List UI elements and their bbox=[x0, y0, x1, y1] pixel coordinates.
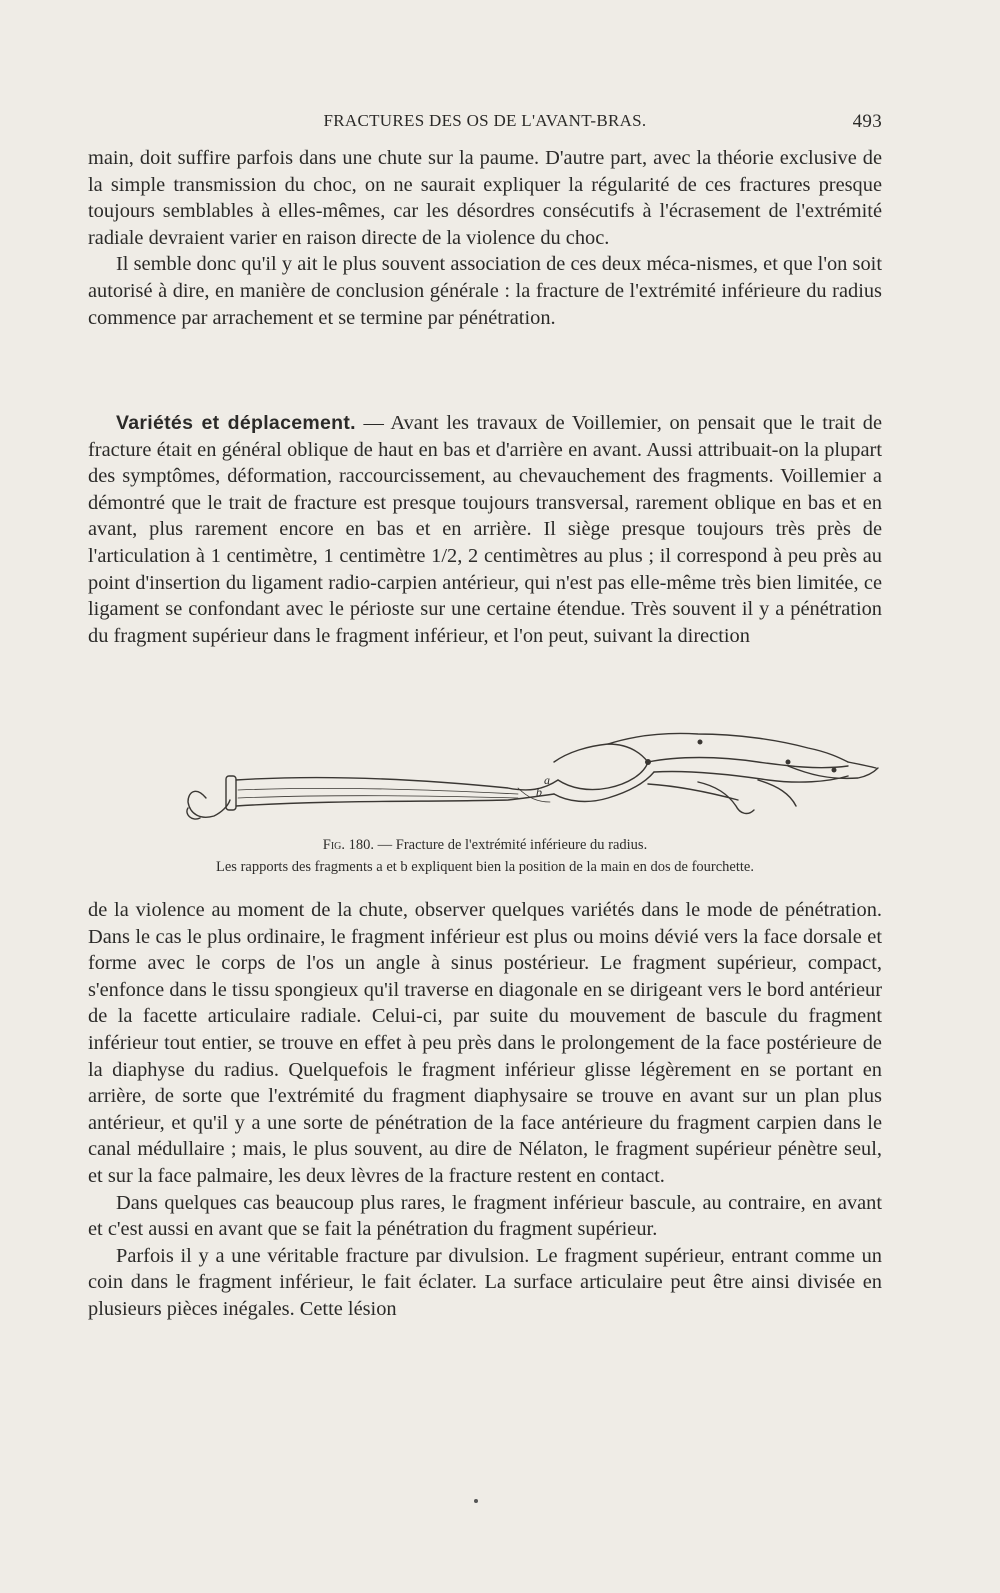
paragraph: Dans quelques cas beaucoup plus rares, le fragment inférieur bascule, au contraire, en avant et c'est aussi en avant que se fait la pénétration du fragment supérieur. bbox=[88, 1191, 882, 1241]
figure-180 bbox=[88, 722, 882, 892]
section-heading: Variétés et déplacement. bbox=[116, 412, 356, 434]
figure-caption bbox=[88, 834, 882, 878]
caption-detail: Les rapports des fragments a et b expliquent bien la position de la main en dos de fourchette. bbox=[216, 859, 754, 875]
text-block-continuation bbox=[88, 897, 882, 1323]
paragraph: de la violence au moment de la chute, observer quelques variétés dans le mode de pénétration. Dans le cas le plus ordinaire, le fragment inférieur est plus ou moins dévié vers la face dorsale et forme avec le corps de l'os un angle à sinus postérieur. Le fragment supérieur, compact, s'enfonce dans le tissu spongieux qu'il traverse en diagonale en se dirigeant vers le bord antérieur de la facette articulaire radiale. Celui-ci, par suite du mouvement de bascule du fragment inférieur tout entier, se trouve en effet à peu près dans le prolongement de la face postérieure de la diaphyse du radius. Quelquefois le fragment inférieur glisse légèrement en se portant en arrière, de sorte que l'extrémité du fragment diaphysaire se trouve en avant sur un plan plus antérieur, et qu'il y a une sorte de pénétration de la face antérieure du fragment carpien dans le canal médullaire ; mais, le plus souvent, au dire de Nélaton, le fragment supérieur pénètre seul, et sur la face palmaire, les deux lèvres de la fracture restent en contact. bbox=[88, 899, 882, 1187]
forearm-bone-illustration bbox=[88, 722, 882, 832]
figure-number: Fig. 180. bbox=[322, 837, 375, 853]
caption-title: — Fracture de l'extrémité inférieure du radius. bbox=[374, 837, 648, 853]
text-block-varietes bbox=[88, 410, 882, 649]
fragment-label-a: a bbox=[544, 773, 550, 787]
paragraph: Il semble donc qu'il y ait le plus souvent association de ces deux méca-nismes, et que l'on soit autorisé à dire, en manière de conclusion générale : la fracture de l'extrémité inférieure du radius commence par arrachement et se termine par pénétration. bbox=[88, 253, 882, 329]
paragraph-text: — Avant les travaux de Voillemier, on pensait que le trait de fracture était en général oblique de haut en bas et d'arrière en avant. Aussi attribuait-on la plupart des symptômes, déformation, raccourcissement, au chevauchement des fragments. Voillemier a démontré que le trait de fracture est presque toujours transversal, rarement oblique en bas et en avant, plus rarement encore en bas et en arrière. Il siège presque toujours très près de l'articulation à 1 centimètre, 1 centimètre 1/2, 2 centimètres au plus ; il correspond à peu près au point d'insertion du ligament radio-carpien antérieur, qui n'est pas elle-même très bien limitée, ce ligament se confondant avec le périoste sur une certaine étendue. Très souvent il y a pénétration du fragment supérieur dans le fragment inférieur, et l'on peut, suivant la direction bbox=[88, 412, 883, 647]
paragraph: Parfois il y a une véritable fracture par divulsion. Le fragment supérieur, entrant comme un coin dans le fragment inférieur, le fait éclater. La surface articulaire peut être ainsi divisée en plusieurs pièces inégales. Cette lésion bbox=[88, 1244, 882, 1320]
print-speck bbox=[474, 1499, 478, 1503]
running-title: FRACTURES DES OS DE L'AVANT-BRAS. bbox=[323, 111, 647, 130]
fragment-label-b: b bbox=[536, 785, 542, 799]
page-header bbox=[88, 111, 882, 137]
page-number: 493 bbox=[852, 111, 882, 132]
text-block-intro bbox=[88, 145, 882, 331]
paragraph bbox=[88, 410, 882, 649]
paragraph: main, doit suffire parfois dans une chute sur la paume. D'autre part, avec la théorie exclusive de la simple transmission du choc, on ne saurait expliquer la régularité de ces fractures presque toujours semblables à elles-mêmes, car les désordres consécutifs à l'écrasement de l'extrémité radiale devraient varier en raison directe de la violence du choc. bbox=[88, 147, 882, 249]
